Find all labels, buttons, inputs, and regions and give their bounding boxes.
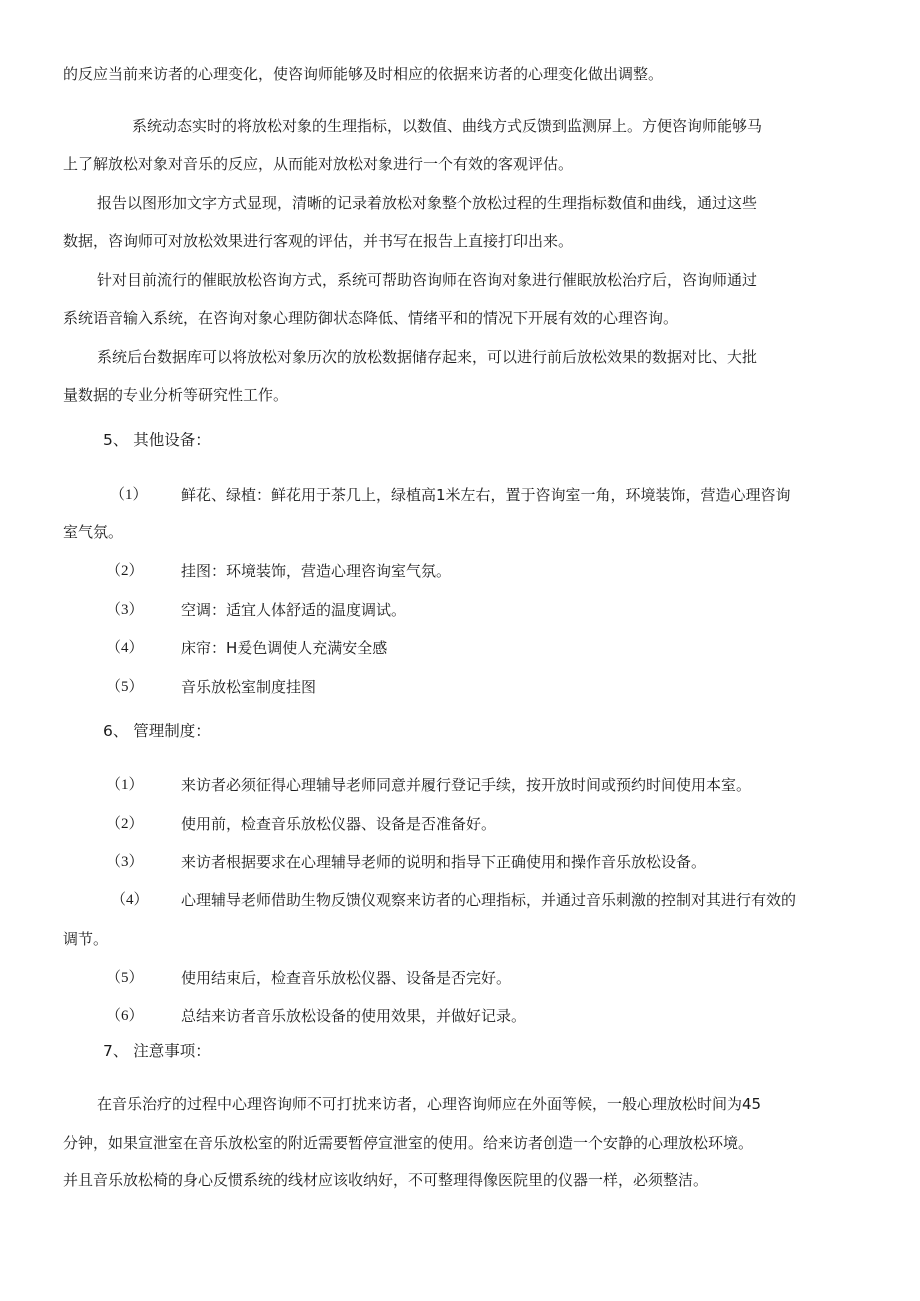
list-item-text: 使用前，检查音乐放松仪器、设备是否准备好。 xyxy=(181,815,497,833)
list-item-text: 心理辅导老师借助生物反馈仪观察来访者的心理指标，并通过音乐刺激的控制对其进行有效的 xyxy=(181,891,797,909)
list-item-number: （5） xyxy=(106,970,144,986)
list-item-text: 来访者根据要求在心理辅导老师的说明和指导下正确使用和操作音乐放松设备。 xyxy=(181,853,707,871)
list-item-number: （5） xyxy=(106,679,144,695)
list-item-number: （3） xyxy=(106,854,144,870)
list-item-text: 使用结束后，检查音乐放松仪器、设备是否完好。 xyxy=(181,969,512,987)
list-item-text: 音乐放松室制度挂图 xyxy=(181,678,317,696)
list-item-continuation: 室气氛。 xyxy=(63,523,124,541)
list-item-text: 鲜花、绿植：鲜花用于茶几上，绿植高1米左右，置于咨询室一角，环境装饰，营造心理咨询 xyxy=(181,486,791,504)
paragraph-line: 系统后台数据库可以将放松对象历次的放松数据储存起来，可以进行前后放松效果的数据对比、大批 xyxy=(97,348,758,366)
paragraph-line: 的反应当前来访者的心理变化，使咨询师能够及时相应的依据来访者的心理变化做出调整。 xyxy=(63,65,664,83)
list-item-text: 来访者必须征得心理辅导老师同意并履行登记手续，按开放时间或预约时间使用本室。 xyxy=(181,776,752,794)
list-item-number: （4） xyxy=(111,892,149,908)
list-item-continuation: 调节。 xyxy=(63,930,109,948)
list-item-number: （3） xyxy=(106,602,144,618)
paragraph-line: 在音乐治疗的过程中心理咨询师不可打扰来访者，心理咨询师应在外面等候，一般心理放松时间为45 xyxy=(97,1095,762,1113)
list-item-number: （6） xyxy=(106,1008,144,1024)
paragraph-line: 针对目前流行的催眠放松咨询方式，系统可帮助咨询师在咨询对象进行催眠放松治疗后，咨询师通过 xyxy=(97,271,758,289)
list-item-number: （1） xyxy=(106,777,144,793)
list-item-text: 空调：适宜人体舒适的温度调试。 xyxy=(181,601,407,619)
list-item-number: （2） xyxy=(106,816,144,832)
list-item-number: （4） xyxy=(106,640,144,656)
paragraph-line: 系统动态实时的将放松对象的生理指标，以数值、曲线方式反馈到监测屏上。方便咨询师能够马 xyxy=(132,117,763,135)
paragraph-line: 数据，咨询师可对放松效果进行客观的评估，并书写在报告上直接打印出来。 xyxy=(63,232,574,250)
list-item-number: （2） xyxy=(106,563,144,579)
paragraph-line: 并且音乐放松椅的身心反惯系统的线材应该收纳好，不可整理得像医院里的仪器一样，必须整洁。 xyxy=(63,1171,709,1189)
paragraph-line: 分钟，如果宣泄室在音乐放松室的附近需要暂停宣泄室的使用。给来访者创造一个安静的心理放松环境。 xyxy=(63,1134,754,1152)
paragraph-line: 系统语音输入系统，在咨询对象心理防御状态降低、情绪平和的情况下开展有效的心理咨询。 xyxy=(63,309,679,327)
list-item-text: 床帘：H爰色调使人充满安全感 xyxy=(181,639,388,657)
paragraph-line: 量数据的专业分析等研究性工作。 xyxy=(63,386,289,404)
paragraph-line: 报告以图形加文字方式显现，清晰的记录着放松对象整个放松过程的生理指标数值和曲线，通过这些 xyxy=(97,194,758,212)
section-heading: 7、 注意事项： xyxy=(103,1042,211,1060)
paragraph-line: 上了解放松对象对音乐的反应，从而能对放松对象进行一个有效的客观评估。 xyxy=(63,155,574,173)
section-heading: 5、 其他设备： xyxy=(103,431,211,449)
list-item-text: 挂图：环境装饰，营造心理咨询室气氛。 xyxy=(181,562,452,580)
section-heading: 6、 管理制度： xyxy=(103,722,211,740)
list-item-text: 总结来访者音乐放松设备的使用效果，并做好记录。 xyxy=(181,1007,527,1025)
list-item-number: （1） xyxy=(110,487,148,503)
